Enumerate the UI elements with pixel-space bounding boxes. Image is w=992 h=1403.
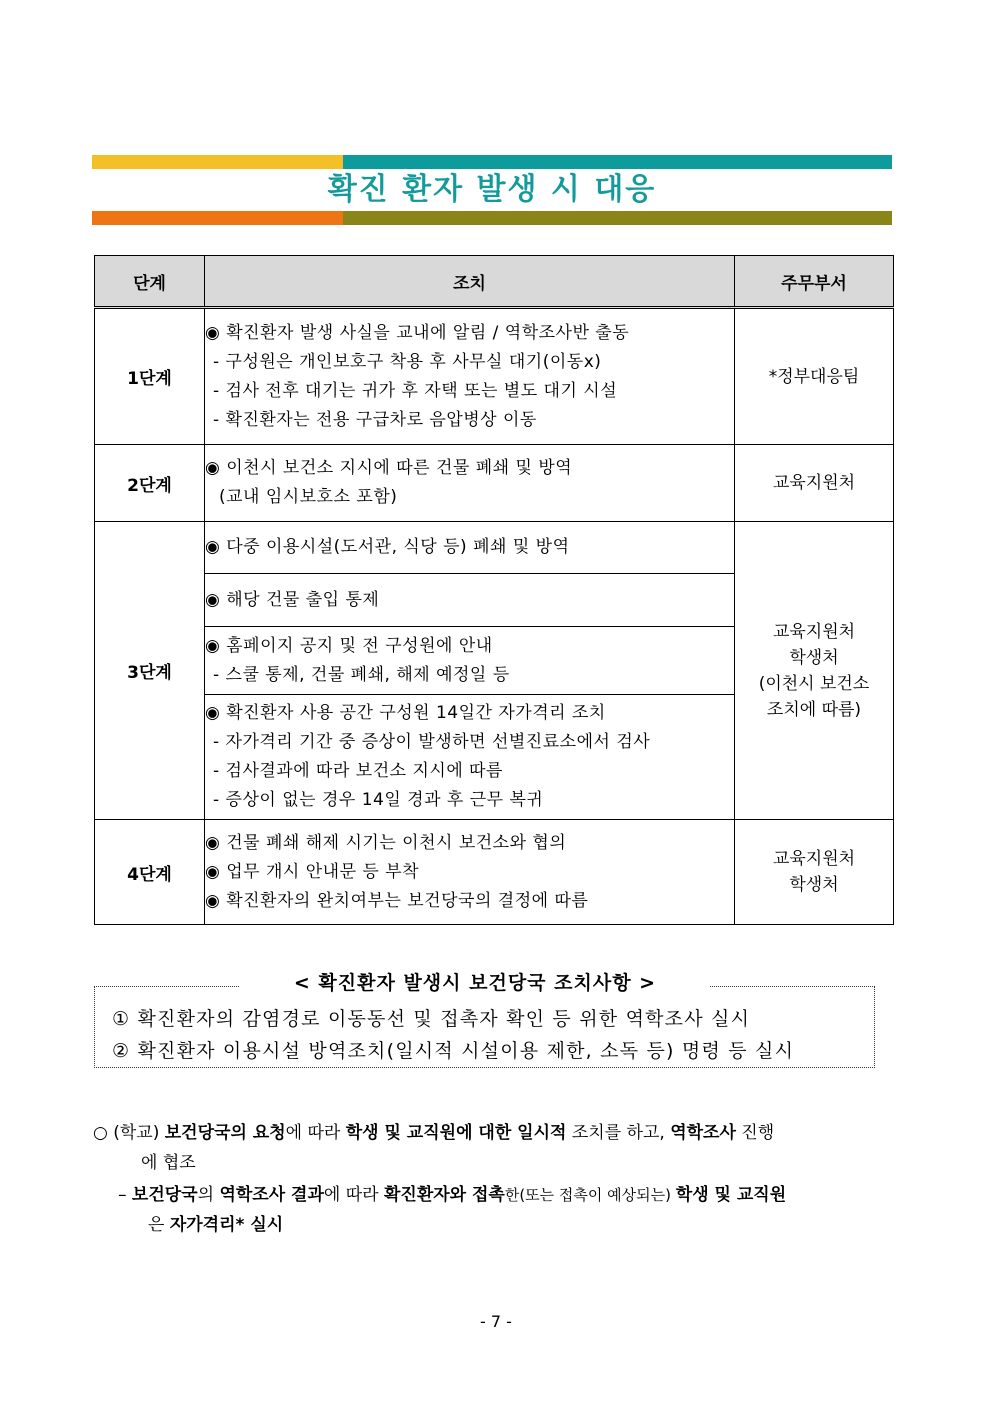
text-run-bold: 역학조사 결과 (219, 1185, 324, 1205)
table-row-stage-1 (95, 308, 894, 445)
dept-line: *정부대응팀 (768, 366, 860, 387)
action-cell (205, 308, 735, 445)
text-run-bold: 보건당국 (131, 1185, 198, 1205)
dept-line: (이천시 보건소 (758, 673, 870, 694)
stage-label: 2단계 (95, 445, 205, 522)
banner-teal-segment (343, 155, 892, 169)
dept-cell (735, 820, 894, 925)
action-line: - 검사결과에 따라 보건소 지시에 따름 (213, 761, 503, 781)
action-line: ◉ 건물 폐쇄 해제 시기는 이천시 보건소와 협의 (205, 832, 567, 853)
action-cell (205, 627, 735, 695)
action-line: ◉ 해당 건물 출입 통제 (205, 589, 380, 610)
action-line: ◉ 이천시 보건소 지시에 따른 건물 폐쇄 및 방역 (205, 458, 573, 478)
dept-cell (735, 308, 894, 445)
text-run: 은 (148, 1215, 170, 1235)
paragraph-school-cooperation-cont: 에 협조 (141, 1153, 196, 1173)
text-run-bold: 역학조사 (670, 1123, 736, 1143)
action-cell (205, 695, 735, 820)
dept-line: 조치에 따름) (766, 699, 862, 720)
action-line: - 자가격리 기간 중 증상이 발생하면 선별진료소에서 검사 (213, 732, 651, 752)
banner-yellow-segment (92, 155, 343, 169)
header-stage: 단계 (95, 256, 205, 308)
action-cell (205, 522, 735, 574)
action-line: ◉ 업무 개시 안내문 등 부착 (205, 861, 420, 882)
dept-cell (735, 522, 894, 820)
action-line: ◉ 다중 이용시설(도서관, 식당 등) 폐쇄 및 방역 (205, 537, 570, 557)
text-run: 에 따라 (323, 1185, 384, 1205)
page-number: - 7 - (480, 1312, 512, 1331)
action-cell (205, 820, 735, 925)
paragraph-school-cooperation (93, 1118, 774, 1148)
banner-olive-segment (343, 211, 892, 225)
action-line: (교내 임시보호소 포함) (219, 487, 398, 507)
notice-item: ② 확진환자 이용시설 방역조치(일시적 시설이용 제한, 소독 등) 명령 등 실시 (112, 1040, 795, 1062)
action-line: - 구성원은 개인보호구 착용 후 사무실 대기(이동x) (213, 351, 602, 372)
response-steps-table (94, 255, 894, 925)
dept-line: 학생처 (789, 875, 839, 895)
notice-title: < 확진환자 발생시 보건당국 조치사항 > (240, 966, 710, 1000)
action-line: - 스쿨 통제, 건물 폐쇄, 해제 예정일 등 (213, 664, 510, 685)
dept-line: 학생처 (789, 647, 839, 668)
title-banner-bottom-stripe (92, 211, 892, 225)
table-header-row (95, 256, 894, 308)
notice-item: ① 확진환자의 감염경로 이동동선 및 접촉자 확인 등 위한 역학조사 실시 (112, 1008, 751, 1030)
table-row-stage-4 (95, 820, 894, 925)
text-run: – (118, 1185, 132, 1205)
text-run: 진행 (735, 1123, 775, 1143)
text-run-bold: 학생 및 교직원에 대한 일시적 (345, 1123, 567, 1143)
text-run: ○ (학교) (93, 1123, 165, 1143)
action-line: ◉ 홈페이지 공지 및 전 구성원에 안내 (205, 635, 493, 656)
action-line: - 확진환자는 전용 구급차로 음압병상 이동 (213, 409, 537, 430)
action-line: ◉ 확진환자의 완치여부는 보건당국의 결정에 따름 (205, 890, 589, 911)
paragraph-self-quarantine-cont (148, 1210, 283, 1240)
table-row-stage-3a (95, 522, 894, 574)
text-run: 의 (197, 1185, 220, 1205)
stage-label: 3단계 (95, 522, 205, 820)
title-banner-top-stripe (92, 155, 892, 169)
text-run-bold: 확진환자와 접촉 (383, 1185, 505, 1205)
dept-cell (735, 445, 894, 522)
dept-line: 교육지원처 (772, 621, 856, 642)
text-run: 조치를 하고, (566, 1123, 671, 1143)
dept-line: 교육지원처 (772, 473, 856, 493)
stage-label: 4단계 (95, 820, 205, 925)
paragraph-self-quarantine (118, 1180, 786, 1210)
text-run: 에 따라 (285, 1123, 346, 1143)
action-cell (205, 445, 735, 522)
action-line: - 검사 전후 대기는 귀가 후 자택 또는 별도 대기 시설 (213, 380, 618, 401)
action-line: ◉ 확진환자 사용 공간 구성원 14일간 자가격리 조치 (205, 703, 606, 723)
table-row-stage-2 (95, 445, 894, 522)
header-action: 조치 (205, 256, 735, 308)
text-run-bold: 학생 및 교직원 (675, 1185, 787, 1205)
text-run-bold: 보건당국의 요청 (164, 1123, 286, 1143)
action-line: - 증상이 없는 경우 14일 경과 후 근무 복귀 (213, 790, 544, 810)
action-line: ◉ 확진환자 발생 사실을 교내에 알림 / 역학조사반 출동 (205, 322, 630, 343)
header-dept: 주무부서 (735, 256, 894, 308)
dept-line: 교육지원처 (772, 849, 856, 869)
text-run: 한(또는 접촉이 예상되는) (504, 1186, 676, 1204)
page-title: 확진 환자 발생 시 대응 (327, 172, 657, 207)
action-cell (205, 574, 735, 627)
banner-orange-segment (92, 211, 343, 225)
stage-label: 1단계 (95, 308, 205, 445)
text-run-bold: 자가격리* 실시 (169, 1215, 284, 1235)
